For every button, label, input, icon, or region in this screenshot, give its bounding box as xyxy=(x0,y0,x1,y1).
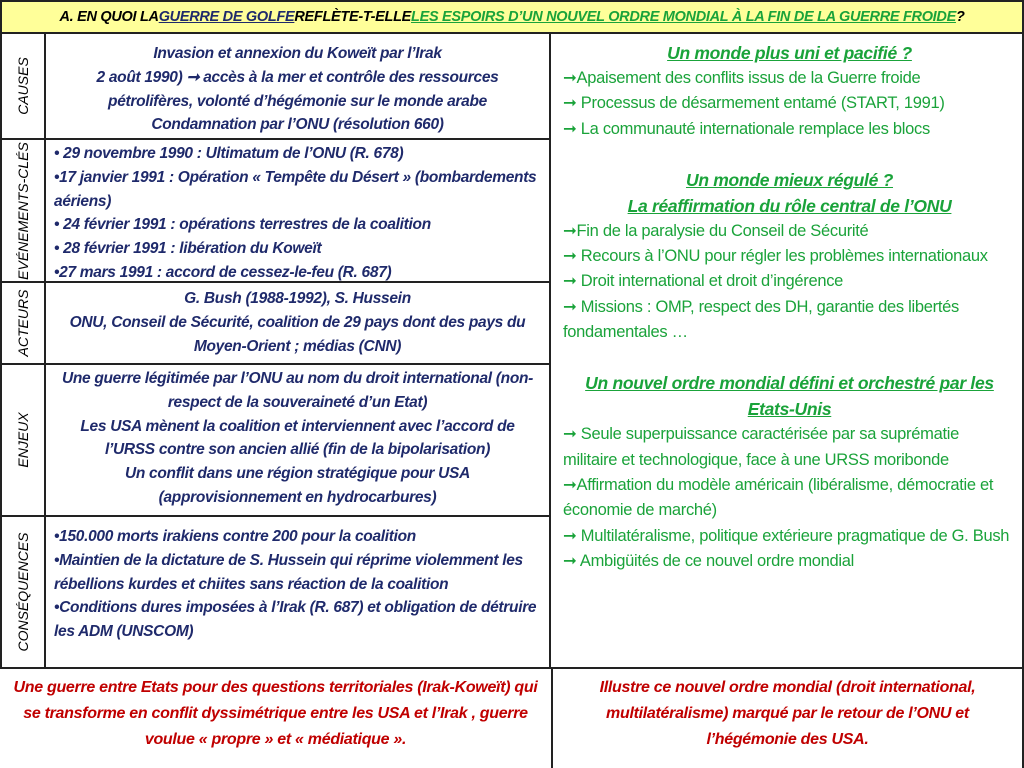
row-label xyxy=(2,140,46,281)
line: Invasion et annexion du Koweït par l’Irak xyxy=(153,45,442,62)
list-item: ➞ Multilatéralisme, politique extérieure pragmatique de G. Bush xyxy=(563,526,1010,545)
list-item: ➞ Seule superpuissance caractérisée par sa suprématie militaire et technologique, face à une URSS moribonde xyxy=(563,425,959,469)
line: •17 janvier 1991 : Opération « Tempête du Désert » (bombardements aériens) xyxy=(54,168,537,210)
line: Un conflit dans une région stratégique pour USA (approvisionnement en hydrocarbures) xyxy=(124,465,470,506)
row-stakes xyxy=(0,365,551,517)
row-label xyxy=(2,365,46,515)
section-title: Un monde plus uni et pacifié ? xyxy=(667,43,912,63)
list-item: ➞ Ambigüités de ce nouvel ordre mondial xyxy=(563,551,855,570)
line: • 24 février 1991 : opérations terrestres de la coalition xyxy=(54,216,431,234)
line: •27 mars 1991 : accord de cessez-le-feu (R. 687) xyxy=(54,263,392,281)
list-item: ➞ La communauté internationale remplace les blocs xyxy=(563,119,930,138)
line: ONU, Conseil de Sécurité, coalition de 29 pays dont des pays du Moyen-Orient ; médias (CNN) xyxy=(69,313,526,355)
events-content xyxy=(46,140,549,281)
actors-content xyxy=(46,283,549,363)
causes-content xyxy=(46,34,549,138)
row-label xyxy=(2,34,46,138)
new-world-order-panel xyxy=(551,34,1024,669)
label-text: EVÉNEMENTS-CLÉS xyxy=(15,141,31,280)
line: •150.000 morts irakiens contre 200 pour la coalition xyxy=(54,528,416,545)
list-item: ➞ Missions : OMP, respect des DH, garantie des libertés fondamentales … xyxy=(563,297,959,342)
line: 2 août 1990) ➞ accès à la mer et contrôle des ressources pétrolifères, volonté d’hégémonie sur le monde arabe xyxy=(96,68,499,110)
title-gulf-war: GUERRE DE GOLFE xyxy=(158,9,295,25)
summary-left: Une guerre entre Etats pour des questions territoriales (Irak-Koweït) qui se transforme en conflit dyssimétrique entre les USA et l’Irak , guerre voulue « propre » et « médiatique ». xyxy=(13,679,538,748)
row-events xyxy=(0,140,551,283)
title-suffix: ? xyxy=(955,9,965,25)
section-title: Un nouvel ordre mondial défini et orchestré par les Etats-Unis xyxy=(585,373,994,420)
row-actors xyxy=(0,283,551,365)
line: Condamnation par l’ONU (résolution 660) xyxy=(151,116,444,134)
line: • 28 février 1991 : libération du Koweït xyxy=(54,240,322,258)
list-item: ➞Apaisement des conflits issus de la Guerre froide xyxy=(563,69,921,87)
title-prefix: A. EN QUOI LA xyxy=(59,9,159,25)
row-label xyxy=(2,517,46,667)
title-mid: REFLÈTE-T-ELLE xyxy=(294,9,412,25)
line: • 29 novembre 1990 : Ultimatum de l’ONU (R. 678) xyxy=(54,145,404,162)
title-hopes: LES ESPOIRS D’UN NOUVEL ORDRE MONDIAL À LA FIN DE LA GUERRE FROIDE xyxy=(411,9,956,25)
line: •Conditions dures imposées à l’Irak (R. 687) et obligation de détruire les ADM (UNSCOM) xyxy=(54,599,537,641)
row-causes xyxy=(0,34,551,140)
consequences-content xyxy=(46,517,549,667)
label-text: ACTEURS xyxy=(15,289,31,357)
summary-right: Illustre ce nouvel ordre mondial (droit international, multilatéralisme) marqué par le retour de l’ONU et l’hégémonie des USA. xyxy=(551,669,1024,768)
row-label xyxy=(2,283,46,363)
line: Une guerre légitimée par l’ONU au nom du droit international (non-respect de la souveraineté d’un Etat) xyxy=(61,370,534,411)
section-title: Un monde mieux régulé ? xyxy=(685,169,894,190)
label-text: ENJEUX xyxy=(15,412,31,468)
row-consequences xyxy=(0,517,551,669)
line: Les USA mènent la coalition et interviennent avec l’accord de l’URSS contre son ancien allié (fin de la bipolarisation) xyxy=(80,417,515,459)
stakes-content xyxy=(46,365,549,515)
slide-title xyxy=(0,0,1024,34)
list-item: ➞ Processus de désarmement entamé (START, 1991) xyxy=(563,94,945,113)
list-item: ➞ Recours à l’ONU pour régler les problèmes internationaux xyxy=(563,247,988,266)
list-item: ➞Fin de la paralysie du Conseil de Sécurité xyxy=(563,221,869,240)
line: •Maintien de la dictature de S. Hussein qui réprime violemment les rébellions kurdes et chiites sans réaction de la coalition xyxy=(54,551,523,593)
list-item: ➞ Droit international et droit d’ingérence xyxy=(563,272,844,291)
label-text: CAUSES xyxy=(15,57,31,115)
label-text: CONSÉQUENCES xyxy=(15,532,31,652)
list-item: ➞Affirmation du modèle américain (libéralisme, démocratie et économie de marché) xyxy=(563,475,994,520)
section-subtitle: La réaffirmation du rôle central de l’ONU xyxy=(627,195,952,216)
line: G. Bush (1988-1992), S. Hussein xyxy=(184,290,411,307)
